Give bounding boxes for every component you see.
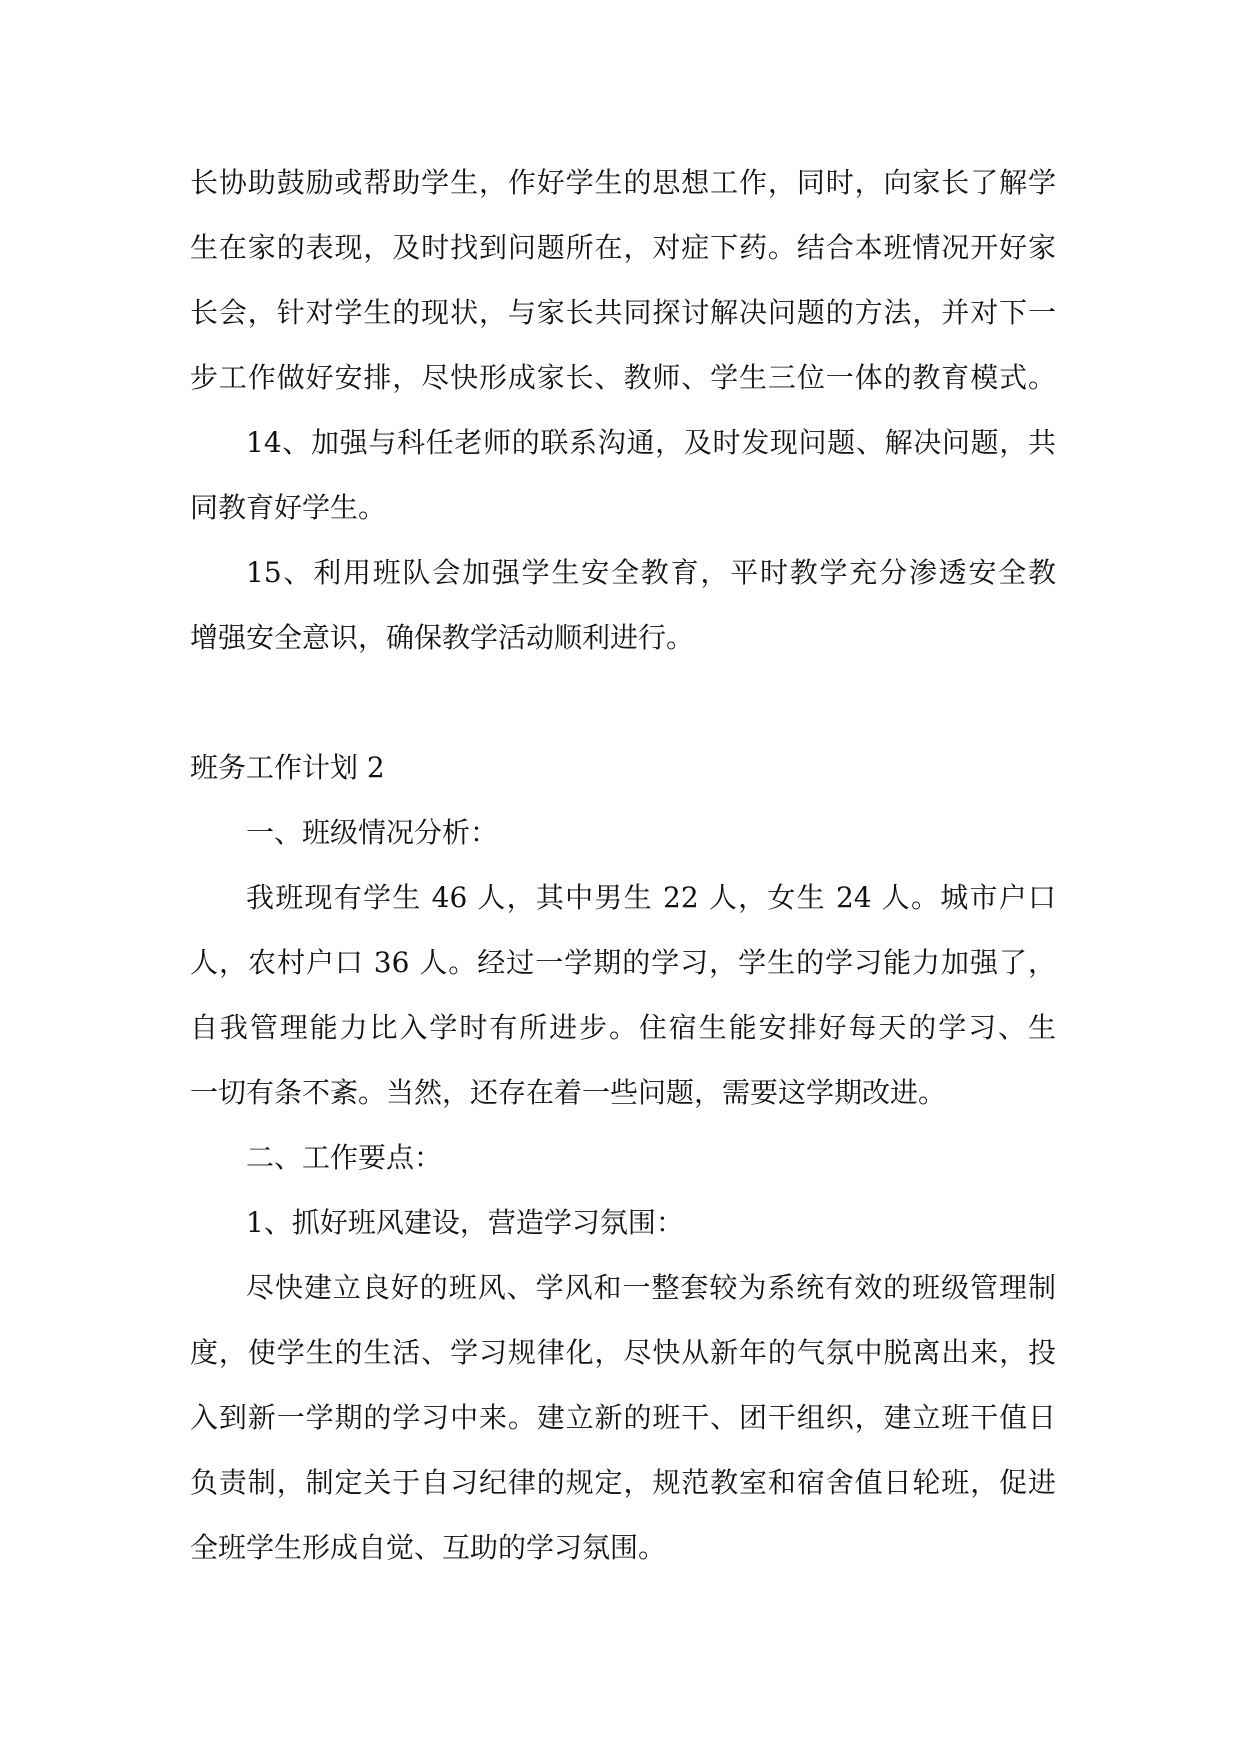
paragraph-line: 入到新一学期的学习中来。建立新的班干、团干组织，建立班干值日 (190, 1401, 1056, 1434)
class-analysis-paragraph (190, 865, 1056, 1125)
paragraph-line: 15、利用班队会加强学生安全教育，平时教学充分渗透安全教 (246, 556, 1056, 589)
paragraph-line: 负责制，制定关于自习纪律的规定，规范教室和宿舍值日轮班，促进 (190, 1466, 1056, 1499)
paragraph-line: 生在家的表现，及时找到问题所在，对症下药。结合本班情况开好家 (190, 231, 1056, 264)
paragraph-line: 我班现有学生 46 人，其中男生 22 人，女生 24 人。城市户口 (246, 881, 1056, 914)
point-1-heading: 1、抓好班风建设，营造学习氛围： (246, 1206, 684, 1239)
continued-paragraph (190, 150, 1056, 410)
paragraph-line: 尽快建立良好的班风、学风和一整套较为系统有效的班级管理制 (246, 1271, 1056, 1304)
blank-line (190, 670, 1056, 735)
paragraph-line: 人，农村户口 36 人。经过一学期的学习，学生的学习能力加强了， (190, 946, 1056, 979)
item-14-paragraph (190, 410, 1056, 540)
section-2-heading: 二、工作要点： (246, 1141, 443, 1174)
paragraph-line: 长协助鼓励或帮助学生，作好学生的思想工作，同时，向家长了解学 (190, 166, 1056, 199)
paragraph-line: 同教育好学生。 (190, 491, 387, 524)
section-1-heading: 一、班级情况分析： (246, 816, 499, 849)
paragraph-line: 14、加强与科任老师的联系沟通，及时发现问题、解决问题，共 (246, 426, 1056, 459)
item-15-paragraph (190, 540, 1056, 670)
document-body (190, 150, 1056, 1580)
paragraph-line: 度，使学生的生活、学习规律化，尽快从新年的气氛中脱离出来，投 (190, 1336, 1056, 1369)
paragraph-line: 一切有条不紊。当然，还存在着一些问题，需要这学期改进。 (190, 1076, 947, 1109)
paragraph-line: 自我管理能力比入学时有所进步。住宿生能安排好每天的学习、生 (190, 1011, 1056, 1044)
point-1-paragraph (190, 1255, 1056, 1580)
paragraph-line: 步工作做好安排，尽快形成家长、教师、学生三位一体的教育模式。 (190, 361, 1056, 394)
paragraph-line: 全班学生形成自觉、互助的学习氛围。 (190, 1531, 667, 1564)
section-title: 班务工作计划 2 (190, 751, 385, 784)
paragraph-line: 长会，针对学生的现状，与家长共同探讨解决问题的方法，并对下一 (190, 296, 1056, 329)
paragraph-line: 增强安全意识，确保教学活动顺利进行。 (190, 621, 695, 654)
